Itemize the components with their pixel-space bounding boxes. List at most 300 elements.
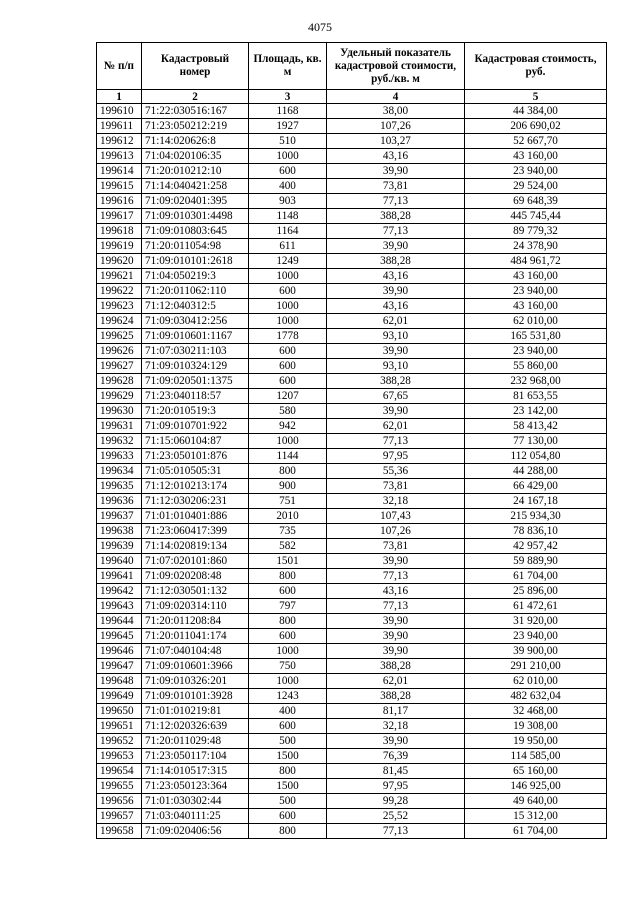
specific-index-value: 32,18 [327, 494, 465, 509]
specific-index-value: 39,90 [327, 614, 465, 629]
area-value: 1000 [249, 314, 327, 329]
row-number: 199650 [97, 704, 142, 719]
cadastral-number: 71:14:020626:8 [142, 134, 249, 149]
table-row [97, 179, 607, 194]
specific-index-value: 77,13 [327, 824, 465, 839]
cadastral-number: 71:12:010213:174 [142, 479, 249, 494]
cadastral-value: 23 940,00 [465, 284, 607, 299]
column-number-row [97, 90, 607, 104]
header-cadastral-number: Кадастровый номер [142, 43, 249, 90]
row-number: 199614 [97, 164, 142, 179]
cadastral-number: 71:15:060104:87 [142, 434, 249, 449]
table-row [97, 194, 607, 209]
table-row [97, 299, 607, 314]
area-value: 400 [249, 179, 327, 194]
row-number: 199623 [97, 299, 142, 314]
row-number: 199622 [97, 284, 142, 299]
area-value: 800 [249, 764, 327, 779]
area-value: 751 [249, 494, 327, 509]
area-value: 600 [249, 584, 327, 599]
specific-index-value: 62,01 [327, 674, 465, 689]
specific-index-value: 39,90 [327, 344, 465, 359]
area-value: 600 [249, 374, 327, 389]
specific-index-value: 77,13 [327, 194, 465, 209]
cadastral-number: 71:09:010301:4498 [142, 209, 249, 224]
area-value: 600 [249, 359, 327, 374]
row-number: 199633 [97, 449, 142, 464]
row-number: 199655 [97, 779, 142, 794]
row-number: 199616 [97, 194, 142, 209]
row-number: 199652 [97, 734, 142, 749]
table-row [97, 479, 607, 494]
specific-index-value: 73,81 [327, 539, 465, 554]
specific-index-value: 77,13 [327, 599, 465, 614]
area-value: 903 [249, 194, 327, 209]
specific-index-value: 39,90 [327, 284, 465, 299]
area-value: 600 [249, 164, 327, 179]
table-row [97, 344, 607, 359]
table-row [97, 689, 607, 704]
specific-index-value: 107,26 [327, 524, 465, 539]
table-row [97, 209, 607, 224]
specific-index-value: 388,28 [327, 254, 465, 269]
cadastral-number: 71:03:040111:25 [142, 809, 249, 824]
header-row [97, 43, 607, 90]
table-row [97, 644, 607, 659]
row-number: 199618 [97, 224, 142, 239]
cadastral-value: 49 640,00 [465, 794, 607, 809]
specific-index-value: 77,13 [327, 569, 465, 584]
row-number: 199632 [97, 434, 142, 449]
area-value: 1144 [249, 449, 327, 464]
table-row [97, 509, 607, 524]
cadastral-number: 71:23:040118:57 [142, 389, 249, 404]
specific-index-value: 39,90 [327, 554, 465, 569]
row-number: 199645 [97, 629, 142, 644]
table-row [97, 464, 607, 479]
cadastral-number: 71:20:010519:3 [142, 404, 249, 419]
cadastral-number: 71:20:011029:48 [142, 734, 249, 749]
row-number: 199647 [97, 659, 142, 674]
header-area: Площадь, кв. м [249, 43, 327, 90]
row-number: 199625 [97, 329, 142, 344]
row-number: 199656 [97, 794, 142, 809]
cadastral-number: 71:07:040104:48 [142, 644, 249, 659]
cadastral-value: 62 010,00 [465, 314, 607, 329]
cadastral-number: 71:22:030516:167 [142, 104, 249, 119]
table-row [97, 104, 607, 119]
row-number: 199620 [97, 254, 142, 269]
specific-index-value: 62,01 [327, 314, 465, 329]
cadastral-number: 71:12:040312:5 [142, 299, 249, 314]
specific-index-value: 81,17 [327, 704, 465, 719]
cadastral-number: 71:09:010701:922 [142, 419, 249, 434]
cadastral-value: 43 160,00 [465, 269, 607, 284]
area-value: 1207 [249, 389, 327, 404]
area-value: 942 [249, 419, 327, 434]
specific-index-value: 43,16 [327, 269, 465, 284]
area-value: 1500 [249, 779, 327, 794]
area-value: 1000 [249, 644, 327, 659]
cadastral-number: 71:23:050117:104 [142, 749, 249, 764]
area-value: 1249 [249, 254, 327, 269]
cadastral-number: 71:20:011041:174 [142, 629, 249, 644]
row-number: 199642 [97, 584, 142, 599]
specific-index-value: 77,13 [327, 434, 465, 449]
cadastral-value: 61 704,00 [465, 824, 607, 839]
table-row [97, 584, 607, 599]
specific-index-value: 107,26 [327, 119, 465, 134]
row-number: 199631 [97, 419, 142, 434]
cadastral-value: 62 010,00 [465, 674, 607, 689]
specific-index-value: 32,18 [327, 719, 465, 734]
table-row [97, 824, 607, 839]
cadastral-number: 71:09:010101:3928 [142, 689, 249, 704]
area-value: 1000 [249, 149, 327, 164]
column-number: 5 [465, 90, 607, 104]
specific-index-value: 93,10 [327, 359, 465, 374]
specific-index-value: 388,28 [327, 209, 465, 224]
table-row [97, 704, 607, 719]
cadastral-number: 71:09:020406:56 [142, 824, 249, 839]
table-row [97, 434, 607, 449]
area-value: 611 [249, 239, 327, 254]
specific-index-value: 38,00 [327, 104, 465, 119]
area-value: 2010 [249, 509, 327, 524]
table-body [97, 104, 607, 839]
area-value: 1927 [249, 119, 327, 134]
cadastral-value: 23 940,00 [465, 344, 607, 359]
cadastral-number: 71:01:010401:886 [142, 509, 249, 524]
row-number: 199643 [97, 599, 142, 614]
area-value: 750 [249, 659, 327, 674]
row-number: 199626 [97, 344, 142, 359]
cadastral-value: 484 961,72 [465, 254, 607, 269]
cadastral-value: 482 632,04 [465, 689, 607, 704]
specific-index-value: 55,36 [327, 464, 465, 479]
cadastral-number: 71:04:020106:35 [142, 149, 249, 164]
row-number: 199658 [97, 824, 142, 839]
table-row [97, 794, 607, 809]
area-value: 500 [249, 794, 327, 809]
specific-index-value: 388,28 [327, 689, 465, 704]
table-row [97, 449, 607, 464]
row-number: 199619 [97, 239, 142, 254]
cadastral-number: 71:05:010505:31 [142, 464, 249, 479]
row-number: 199639 [97, 539, 142, 554]
cadastral-value: 43 160,00 [465, 299, 607, 314]
cadastral-value: 15 312,00 [465, 809, 607, 824]
specific-index-value: 39,90 [327, 644, 465, 659]
row-number: 199648 [97, 674, 142, 689]
cadastral-value-table [96, 42, 607, 839]
cadastral-value: 19 950,00 [465, 734, 607, 749]
cadastral-number: 71:09:020401:395 [142, 194, 249, 209]
cadastral-value: 291 210,00 [465, 659, 607, 674]
specific-index-value: 73,81 [327, 179, 465, 194]
table-row [97, 539, 607, 554]
cadastral-value: 31 920,00 [465, 614, 607, 629]
table-row [97, 749, 607, 764]
specific-index-value: 99,28 [327, 794, 465, 809]
row-number: 199636 [97, 494, 142, 509]
table-row [97, 734, 607, 749]
cadastral-value: 24 167,18 [465, 494, 607, 509]
cadastral-number: 71:09:010324:129 [142, 359, 249, 374]
row-number: 199644 [97, 614, 142, 629]
table-row [97, 389, 607, 404]
specific-index-value: 103,27 [327, 134, 465, 149]
cadastral-number: 71:23:050101:876 [142, 449, 249, 464]
cadastral-number: 71:23:050212:219 [142, 119, 249, 134]
cadastral-value: 23 940,00 [465, 164, 607, 179]
cadastral-number: 71:01:030302:44 [142, 794, 249, 809]
area-value: 1164 [249, 224, 327, 239]
cadastral-value: 89 779,32 [465, 224, 607, 239]
specific-index-value: 73,81 [327, 479, 465, 494]
area-value: 800 [249, 824, 327, 839]
table-row [97, 629, 607, 644]
area-value: 1000 [249, 299, 327, 314]
specific-index-value: 39,90 [327, 629, 465, 644]
area-value: 800 [249, 569, 327, 584]
row-number: 199612 [97, 134, 142, 149]
table-row [97, 164, 607, 179]
specific-index-value: 93,10 [327, 329, 465, 344]
cadastral-number: 71:01:010219:81 [142, 704, 249, 719]
header-cadastral-value: Кадастровая стоимость, руб. [465, 43, 607, 90]
row-number: 199628 [97, 374, 142, 389]
cadastral-value: 78 836,10 [465, 524, 607, 539]
specific-index-value: 43,16 [327, 299, 465, 314]
table-row [97, 554, 607, 569]
area-value: 1168 [249, 104, 327, 119]
row-number: 199637 [97, 509, 142, 524]
row-number: 199627 [97, 359, 142, 374]
row-number: 199635 [97, 479, 142, 494]
specific-index-value: 77,13 [327, 224, 465, 239]
cadastral-number: 71:09:010326:201 [142, 674, 249, 689]
cadastral-value: 69 648,39 [465, 194, 607, 209]
table-row [97, 599, 607, 614]
row-number: 199657 [97, 809, 142, 824]
cadastral-value: 58 413,42 [465, 419, 607, 434]
row-number: 199630 [97, 404, 142, 419]
row-number: 199624 [97, 314, 142, 329]
cadastral-number: 71:09:020314:110 [142, 599, 249, 614]
cadastral-number: 71:14:020819:134 [142, 539, 249, 554]
cadastral-number: 71:12:030501:132 [142, 584, 249, 599]
row-number: 199611 [97, 119, 142, 134]
table-row [97, 764, 607, 779]
table-row [97, 374, 607, 389]
table-row [97, 359, 607, 374]
cadastral-number: 71:20:010212:10 [142, 164, 249, 179]
cadastral-value: 39 900,00 [465, 644, 607, 659]
header-num: № п/п [97, 43, 142, 90]
cadastral-value: 445 745,44 [465, 209, 607, 224]
specific-index-value: 25,52 [327, 809, 465, 824]
table-row [97, 149, 607, 164]
row-number: 199621 [97, 269, 142, 284]
table-row [97, 719, 607, 734]
specific-index-value: 388,28 [327, 374, 465, 389]
cadastral-value: 43 160,00 [465, 149, 607, 164]
specific-index-value: 43,16 [327, 149, 465, 164]
table-row [97, 284, 607, 299]
area-value: 1501 [249, 554, 327, 569]
cadastral-value: 24 378,90 [465, 239, 607, 254]
row-number: 199640 [97, 554, 142, 569]
table-row [97, 614, 607, 629]
cadastral-number: 71:09:020501:1375 [142, 374, 249, 389]
row-number: 199638 [97, 524, 142, 539]
table-row [97, 269, 607, 284]
column-number: 2 [142, 90, 249, 104]
table-row [97, 329, 607, 344]
cadastral-value: 44 384,00 [465, 104, 607, 119]
area-value: 600 [249, 809, 327, 824]
table-row [97, 674, 607, 689]
cadastral-value: 114 585,00 [465, 749, 607, 764]
cadastral-number: 71:20:011054:98 [142, 239, 249, 254]
cadastral-number: 71:07:020101:860 [142, 554, 249, 569]
cadastral-value: 23 940,00 [465, 629, 607, 644]
specific-index-value: 39,90 [327, 164, 465, 179]
specific-index-value: 76,39 [327, 749, 465, 764]
cadastral-value: 44 288,00 [465, 464, 607, 479]
cadastral-value: 29 524,00 [465, 179, 607, 194]
cadastral-number: 71:23:050123:364 [142, 779, 249, 794]
cadastral-value: 61 472,61 [465, 599, 607, 614]
cadastral-value: 32 468,00 [465, 704, 607, 719]
row-number: 199634 [97, 464, 142, 479]
cadastral-value: 59 889,90 [465, 554, 607, 569]
specific-index-value: 43,16 [327, 584, 465, 599]
cadastral-value: 61 704,00 [465, 569, 607, 584]
table-row [97, 524, 607, 539]
table-row [97, 494, 607, 509]
cadastral-value: 206 690,02 [465, 119, 607, 134]
row-number: 199641 [97, 569, 142, 584]
area-value: 510 [249, 134, 327, 149]
area-value: 1243 [249, 689, 327, 704]
cadastral-value: 215 934,30 [465, 509, 607, 524]
cadastral-number: 71:20:011208:84 [142, 614, 249, 629]
area-value: 600 [249, 284, 327, 299]
cadastral-value: 65 160,00 [465, 764, 607, 779]
cadastral-value: 42 957,42 [465, 539, 607, 554]
area-value: 582 [249, 539, 327, 554]
row-number: 199610 [97, 104, 142, 119]
specific-index-value: 62,01 [327, 419, 465, 434]
table-row [97, 314, 607, 329]
cadastral-number: 71:14:010517:315 [142, 764, 249, 779]
cadastral-value: 146 925,00 [465, 779, 607, 794]
cadastral-number: 71:07:030211:103 [142, 344, 249, 359]
table-row [97, 404, 607, 419]
cadastral-number: 71:12:020326:639 [142, 719, 249, 734]
cadastral-value: 232 968,00 [465, 374, 607, 389]
column-number: 3 [249, 90, 327, 104]
area-value: 797 [249, 599, 327, 614]
table-row [97, 569, 607, 584]
row-number: 199653 [97, 749, 142, 764]
column-number: 4 [327, 90, 465, 104]
area-value: 1000 [249, 674, 327, 689]
cadastral-number: 71:09:010601:3966 [142, 659, 249, 674]
cadastral-value: 77 130,00 [465, 434, 607, 449]
cadastral-value: 52 667,70 [465, 134, 607, 149]
area-value: 900 [249, 479, 327, 494]
table-row [97, 224, 607, 239]
column-number: 1 [97, 90, 142, 104]
cadastral-number: 71:20:011062:110 [142, 284, 249, 299]
table-row [97, 119, 607, 134]
area-value: 1778 [249, 329, 327, 344]
area-value: 1500 [249, 749, 327, 764]
area-value: 600 [249, 719, 327, 734]
cadastral-value: 165 531,80 [465, 329, 607, 344]
specific-index-value: 97,95 [327, 449, 465, 464]
cadastral-value: 66 429,00 [465, 479, 607, 494]
row-number: 199615 [97, 179, 142, 194]
area-value: 800 [249, 464, 327, 479]
area-value: 600 [249, 629, 327, 644]
area-value: 735 [249, 524, 327, 539]
table-row [97, 779, 607, 794]
area-value: 580 [249, 404, 327, 419]
cadastral-value: 25 896,00 [465, 584, 607, 599]
specific-index-value: 39,90 [327, 239, 465, 254]
area-value: 1000 [249, 269, 327, 284]
header-specific-index: Удельный показатель кадастровой стоимости, руб./кв. м [327, 43, 465, 90]
area-value: 1148 [249, 209, 327, 224]
cadastral-value: 81 653,55 [465, 389, 607, 404]
cadastral-number: 71:14:040421:258 [142, 179, 249, 194]
cadastral-value: 112 054,80 [465, 449, 607, 464]
area-value: 1000 [249, 434, 327, 449]
table-row [97, 809, 607, 824]
cadastral-value: 55 860,00 [465, 359, 607, 374]
area-value: 400 [249, 704, 327, 719]
row-number: 199646 [97, 644, 142, 659]
row-number: 199629 [97, 389, 142, 404]
cadastral-number: 71:09:010803:645 [142, 224, 249, 239]
cadastral-value: 23 142,00 [465, 404, 607, 419]
cadastral-number: 71:09:010601:1167 [142, 329, 249, 344]
table-row [97, 134, 607, 149]
page-number: 4075 [308, 20, 332, 34]
area-value: 600 [249, 344, 327, 359]
table-row [97, 659, 607, 674]
cadastral-number: 71:09:010101:2618 [142, 254, 249, 269]
row-number: 199654 [97, 764, 142, 779]
cadastral-number: 71:12:030206:231 [142, 494, 249, 509]
cadastral-value: 19 308,00 [465, 719, 607, 734]
specific-index-value: 107,43 [327, 509, 465, 524]
cadastral-number: 71:09:020208:48 [142, 569, 249, 584]
area-value: 800 [249, 614, 327, 629]
row-number: 199613 [97, 149, 142, 164]
specific-index-value: 388,28 [327, 659, 465, 674]
specific-index-value: 39,90 [327, 734, 465, 749]
specific-index-value: 39,90 [327, 404, 465, 419]
area-value: 500 [249, 734, 327, 749]
table-row [97, 419, 607, 434]
specific-index-value: 81,45 [327, 764, 465, 779]
table-row [97, 239, 607, 254]
